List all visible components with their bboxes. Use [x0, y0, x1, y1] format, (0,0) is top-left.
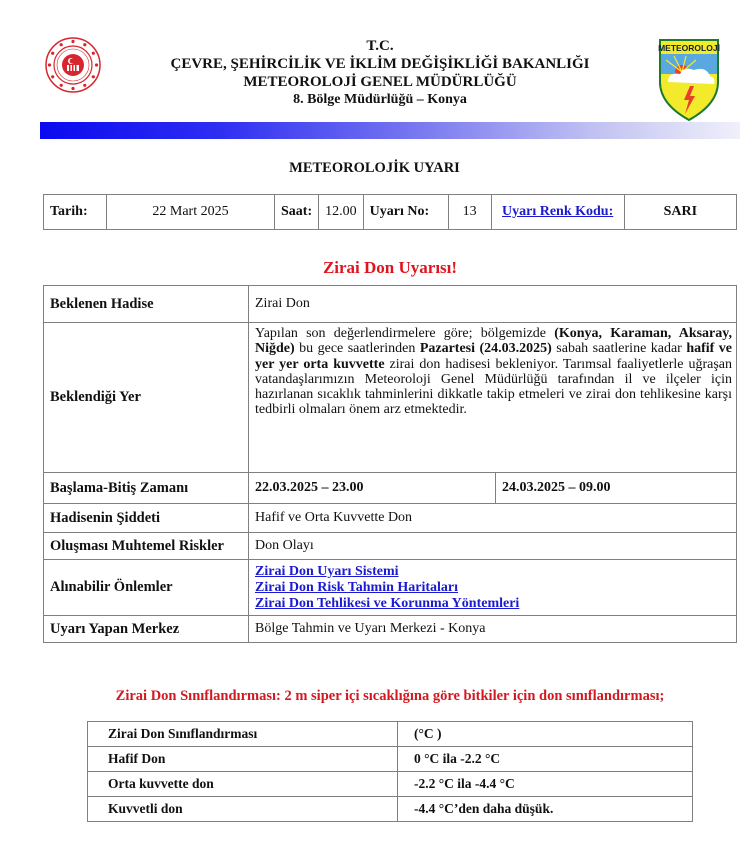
ministry-emblem-icon: [45, 37, 101, 93]
color-code-link[interactable]: Uyarı Renk Kodu:: [502, 204, 614, 219]
time-value: 12.00: [319, 195, 364, 230]
description-text: Yapılan son değerlendirmelere göre; bölgemizde: [255, 326, 555, 341]
risks-label: Oluşması Muhtemel Riskler: [44, 533, 249, 560]
header-line-tc: T.C.: [366, 38, 394, 54]
center-value: Bölge Tahmin ve Uyarı Merkezi - Konya: [249, 616, 737, 643]
link-frost-risk-maps[interactable]: Zirai Don Risk Tahmin Haritaları: [255, 579, 459, 595]
precaution-links: [249, 560, 737, 616]
end-time-value: 24.03.2025 – 09.00: [496, 473, 737, 504]
date-value: 22 Mart 2025: [107, 195, 275, 230]
table-row: [44, 323, 737, 473]
classification-header: Zirai Don Sınıflandırması: [88, 722, 398, 747]
description-intensity: hafif ve yer yer orta kuvvette: [255, 341, 732, 372]
expected-event-value: Zirai Don: [249, 286, 737, 323]
classification-title: Zirai Don Sınıflandırması: 2 m siper içi sıcaklığına göre bitkiler için don sınıflandırması;: [115, 688, 665, 704]
class-name: Kuvvetli don: [88, 797, 398, 822]
warning-details-table: [43, 285, 737, 643]
start-time-value: 22.03.2025 – 23.00: [249, 473, 496, 504]
location-label: Beklendiği Yer: [44, 323, 249, 473]
time-label: Saat:: [275, 195, 319, 230]
description-text: bu gece saatlerinden: [294, 341, 420, 357]
table-row: [88, 772, 693, 797]
header-line-directorate: METEOROLOJİ GENEL MÜDÜRLÜĞÜ: [243, 74, 517, 90]
table-row: [44, 560, 737, 616]
class-name: Orta kuvvette don: [88, 772, 398, 797]
description-text: sabah saatlerine kadar: [551, 341, 687, 357]
time-range-label: Başlama-Bitiş Zamanı: [44, 473, 249, 504]
description-provinces: (Konya, Karaman, Aksaray, Niğde): [255, 326, 732, 357]
warning-no-value: 13: [448, 195, 491, 230]
table-row: [44, 286, 737, 323]
link-frost-warning-system[interactable]: Zirai Don Uyarı Sistemi: [255, 563, 399, 579]
severity-value: Hafif ve Orta Kuvvette Don: [249, 504, 737, 533]
class-range: -4.4 °C’den daha düşük.: [398, 797, 693, 822]
table-row: [44, 473, 737, 504]
table-row: [88, 797, 693, 822]
expected-event-label: Beklenen Hadise: [44, 286, 249, 323]
description-end-day: Pazartesi (24.03.2025): [419, 341, 552, 357]
date-label: Tarih:: [44, 195, 107, 230]
meteoroloji-logo-icon: [658, 38, 720, 122]
description-text: zirai don hadisesi bekleniyor. Tarımsal faaliyetlerle uğraşan vatandaşlarımızın Meteoroloji Genel Müdürlüğü tarafından il ve ilçeler için hazırlanan sıcaklık tahminlerini dikkatle takip etmeleri ve zirai don tehlikesine karşı tedbirli olmaları önem arz etmektedir.: [255, 356, 732, 418]
class-range: 0 °C ila -2.2 °C: [398, 747, 693, 772]
location-description: [249, 323, 737, 473]
color-code-value: SARI: [624, 195, 736, 230]
document-header: [120, 37, 640, 109]
header-gradient-bar: [40, 122, 740, 139]
severity-label: Hadisenin Şiddeti: [44, 504, 249, 533]
class-name: Hafif Don: [88, 747, 398, 772]
warning-no-label: Uyarı No:: [363, 195, 448, 230]
table-header-row: [88, 722, 693, 747]
warning-info-table: [43, 194, 737, 230]
table-row: [88, 747, 693, 772]
meteoroloji-logo-text: METEOROLOJİ: [658, 43, 720, 53]
class-range: -2.2 °C ila -4.4 °C: [398, 772, 693, 797]
classification-table: [87, 721, 693, 822]
risks-value: Don Olayı: [249, 533, 737, 560]
warning-title: Zirai Don Uyarısı!: [322, 258, 458, 277]
temperature-header: (°C ): [398, 722, 693, 747]
center-label: Uyarı Yapan Merkez: [44, 616, 249, 643]
table-row: [44, 533, 737, 560]
header-line-ministry: ÇEVRE, ŞEHİRCİLİK VE İKLİM DEĞİŞİKLİĞİ BAKANLIĞI: [170, 56, 590, 72]
table-row: [44, 616, 737, 643]
table-row: [44, 504, 737, 533]
document-title: METEOROLOJİK UYARI: [289, 160, 460, 176]
precautions-label: Alınabilir Önlemler: [44, 560, 249, 616]
header-line-region: 8. Bölge Müdürlüğü – Konya: [293, 92, 467, 107]
link-frost-protection-methods[interactable]: Zirai Don Tehlikesi ve Korunma Yöntemleri: [255, 595, 520, 611]
